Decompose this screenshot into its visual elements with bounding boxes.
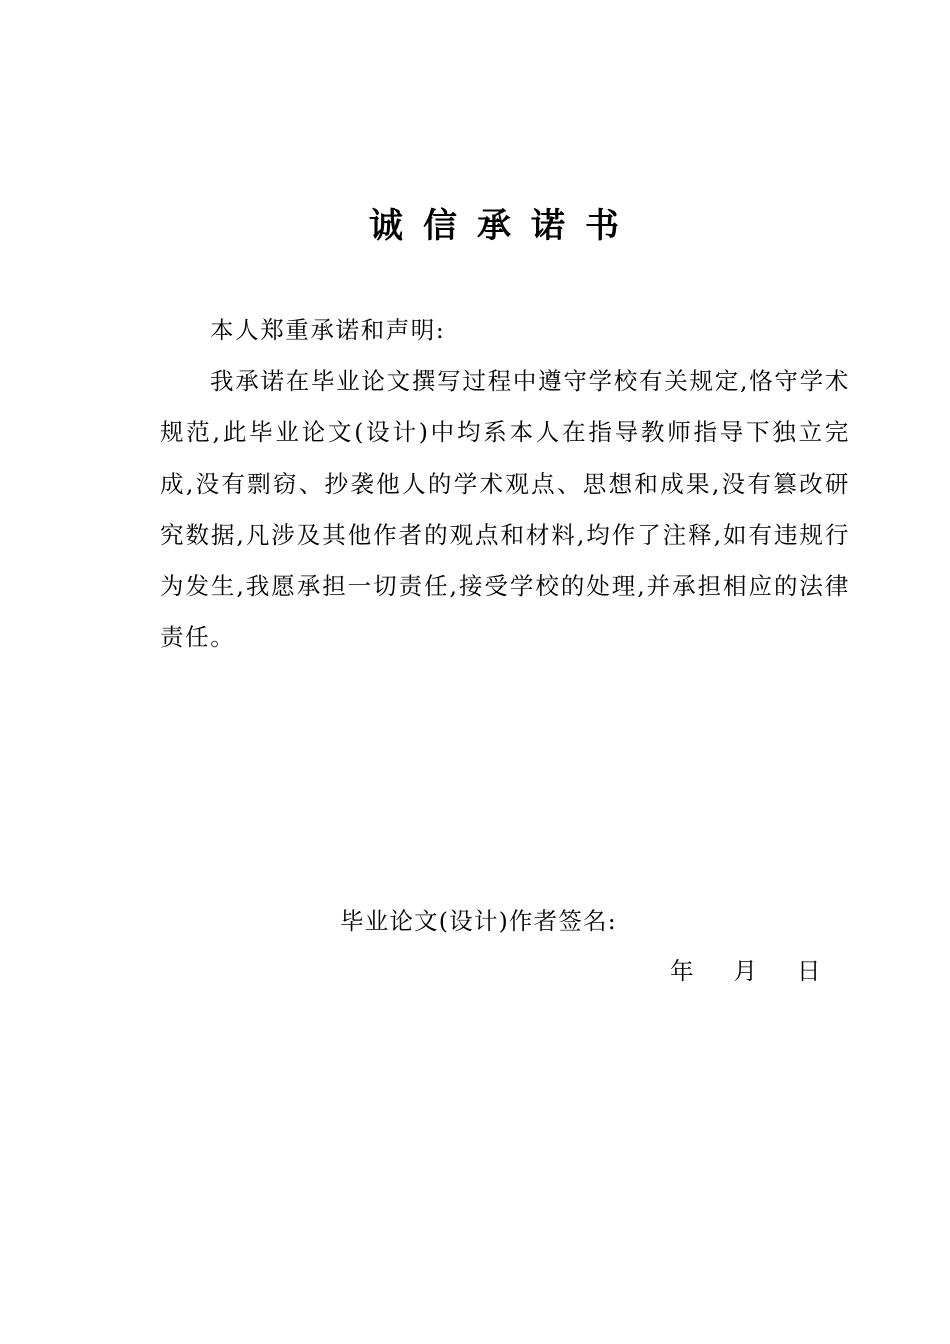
- statement-paragraph: 我承诺在毕业论文撰写过程中遵守学校有关规定,恪守学术规范,此毕业论文(设计)中均系本人在指导教师指导下独立完成,没有剽窃、抄袭他人的学术观点、思想和成果,没有篡改研究数据,凡涉及其他作者的观点和材料,均作了注释,如有违规行为发生,我愿承担一切责任,接受学校的处理,并承担相应的法律责任。: [160, 367, 850, 652]
- document-body: [160, 305, 850, 663]
- date-year-label: 年: [670, 957, 694, 985]
- intro-paragraph: 本人郑重承诺和声明:: [210, 316, 446, 344]
- date-month-label: 月: [733, 957, 757, 985]
- date-line: [670, 948, 821, 994]
- signature-label: 毕业论文(设计)作者签名:: [340, 907, 617, 935]
- document-title: 诚信承诺书: [369, 206, 639, 246]
- date-day-label: 日: [797, 957, 821, 985]
